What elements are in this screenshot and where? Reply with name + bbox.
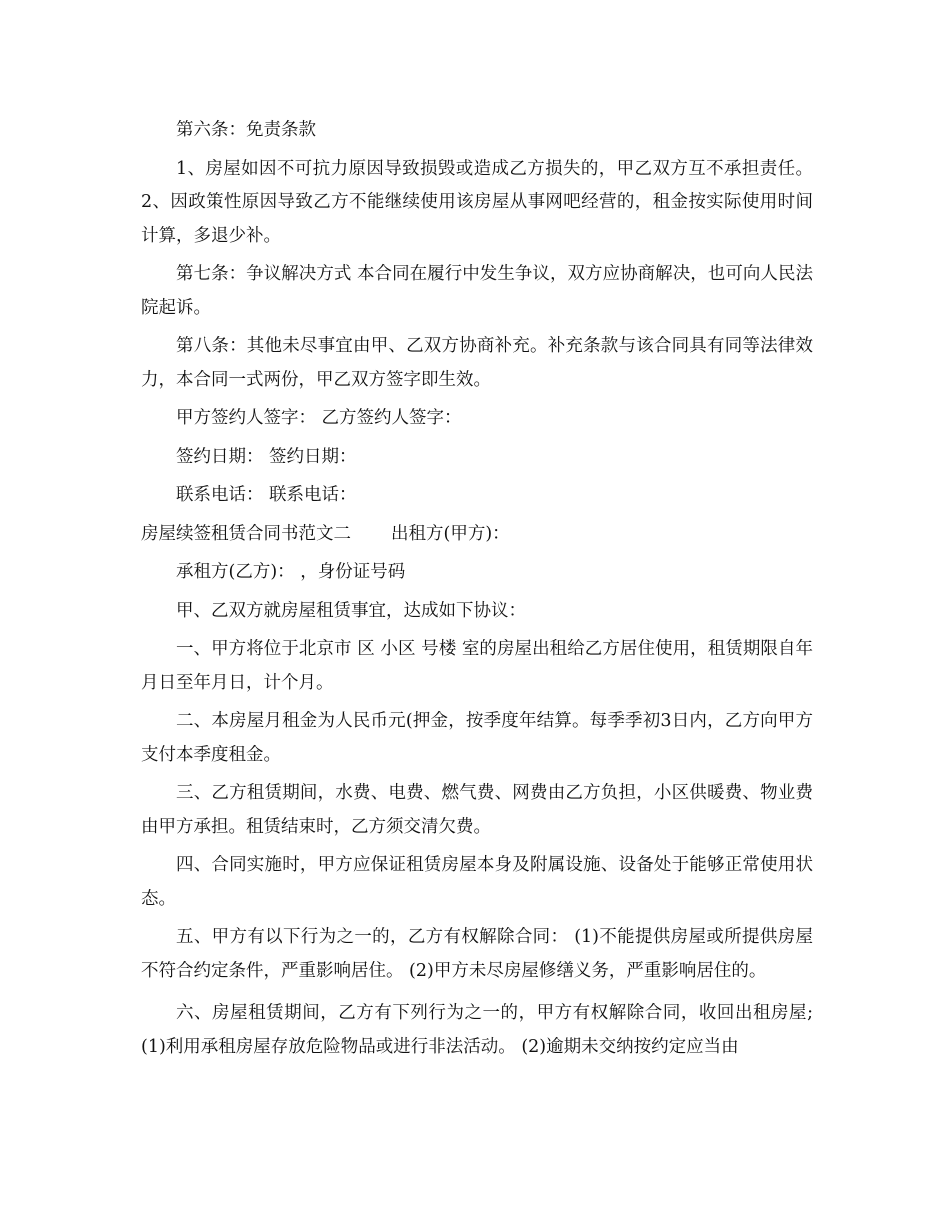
lessee-label: 承租方(乙方)： ，身份证号码 xyxy=(176,562,406,582)
template-2-heading-row xyxy=(141,518,813,552)
clause-2: 二、本房屋月租金为人民币元(押金，按季度年结算。每季季初3日内，乙方向甲方支付本季度租金。 xyxy=(141,711,813,765)
article-7: 第七条：争议解决方式 本合同在履行中发生争议，双方应协商解决，也可向人民法院起诉。 xyxy=(141,264,813,318)
clause-3: 三、乙方租赁期间，水费、电费、燃气费、网费由乙方负担，小区供暖费、物业费由甲方承担。租赁结束时，乙方须交清欠费。 xyxy=(141,783,813,837)
clause-5: 五、甲方有以下行为之一的，乙方有权解除合同： (1)不能提供房屋或所提供房屋不符合约定条件，严重影响居住。 (2)甲方未尽房屋修缮义务，严重影响居住的。 xyxy=(141,927,813,981)
clause-6: 六、房屋租赁期间，乙方有下列行为之一的，甲方有权解除合同，收回出租房屋;(1)利用承租房屋存放危险物品或进行非法活动。 (2)逾期未交纳按约定应当由 xyxy=(141,1003,813,1057)
document-body xyxy=(141,114,813,1064)
signature-dates: 签约日期： 签约日期： xyxy=(176,446,357,467)
article-6-title: 第六条：免责条款 xyxy=(176,120,316,140)
article-6-clauses: 1、房屋如因不可抗力原因导致损毁或造成乙方损失的，甲乙双方互不承担责任。 2、因政策性原因导致乙方不能继续使用该房屋从事网吧经营的，租金按实际使用时间计算，多退少补。 xyxy=(141,158,813,246)
signature-names: 甲方签约人签字： 乙方签约人签字： xyxy=(176,408,462,428)
template-2-title: 房屋续签租赁合同书范文二 xyxy=(141,523,351,544)
lessor-label: 出租方(甲方)： xyxy=(391,523,510,544)
clause-1: 一、甲方将位于北京市 区 小区 号楼 室的房屋出租给乙方居住使用，租赁期限自年月日至年月日，计个月。 xyxy=(141,639,813,693)
article-8: 第八条：其他未尽事宜由甲、乙双方协商补充。补充条款与该合同具有同等法律效力，本合同一式两份，甲乙双方签字即生效。 xyxy=(141,336,813,390)
clause-4: 四、合同实施时，甲方应保证租赁房屋本身及附属设施、设备处于能够正常使用状态。 xyxy=(141,855,813,909)
agreement-intro: 甲、乙双方就房屋租赁事宜，达成如下协议： xyxy=(176,600,526,621)
signature-phones: 联系电话： 联系电话： xyxy=(176,485,357,505)
